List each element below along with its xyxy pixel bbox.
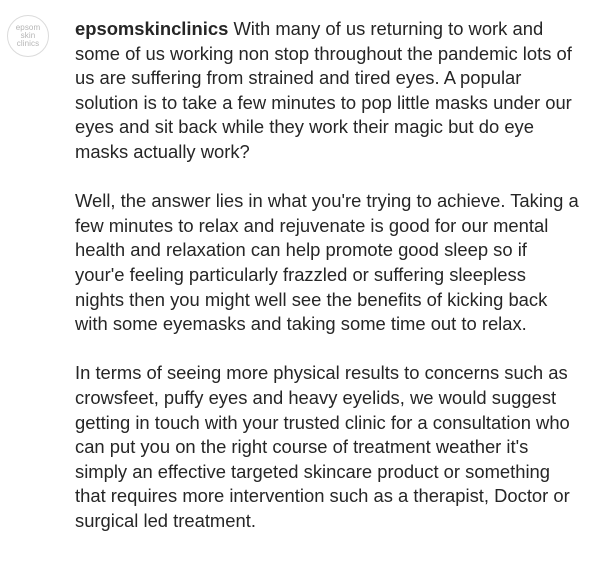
caption-paragraph: Well, the answer lies in what you're trying to achieve. Taking a few minutes to relax and rejuvenate is good for our mental health and relaxation can help promote good sleep so if your'e feeling particularly frazzled or suffering sleepless nights then you might well see the benefits of kicking back with some eyemasks and taking some time out to relax. (75, 190, 579, 335)
caption (75, 17, 580, 533)
avatar-line: clinics (16, 39, 40, 48)
avatar-logo-text (16, 24, 41, 48)
avatar-line: epsom (15, 23, 41, 32)
caption-paragraph (75, 17, 580, 165)
username-link[interactable]: epsomskinclinics (75, 18, 229, 39)
avatar[interactable] (7, 15, 49, 57)
caption-paragraph: In terms of seeing more physical results to concerns such as crowsfeet, puffy eyes and heavy eyelids, we would suggest getting in touch with your trusted clinic for a consultation who can put you on the right course of treatment weather it's simply an effective targeted skincare product or something that requires more intervention such as a therapist, Doctor or surgical led treatment. (75, 362, 570, 531)
avatar-line: skin (20, 31, 36, 40)
caption-text: With many of us returning to work and some of us working non stop throughout the pandemic lots of us are suffering from strained and tired eyes. A popular solution is to take a few minutes to pop little masks under our eyes and sit back while they work their magic but do eye masks actually work? (75, 18, 572, 162)
